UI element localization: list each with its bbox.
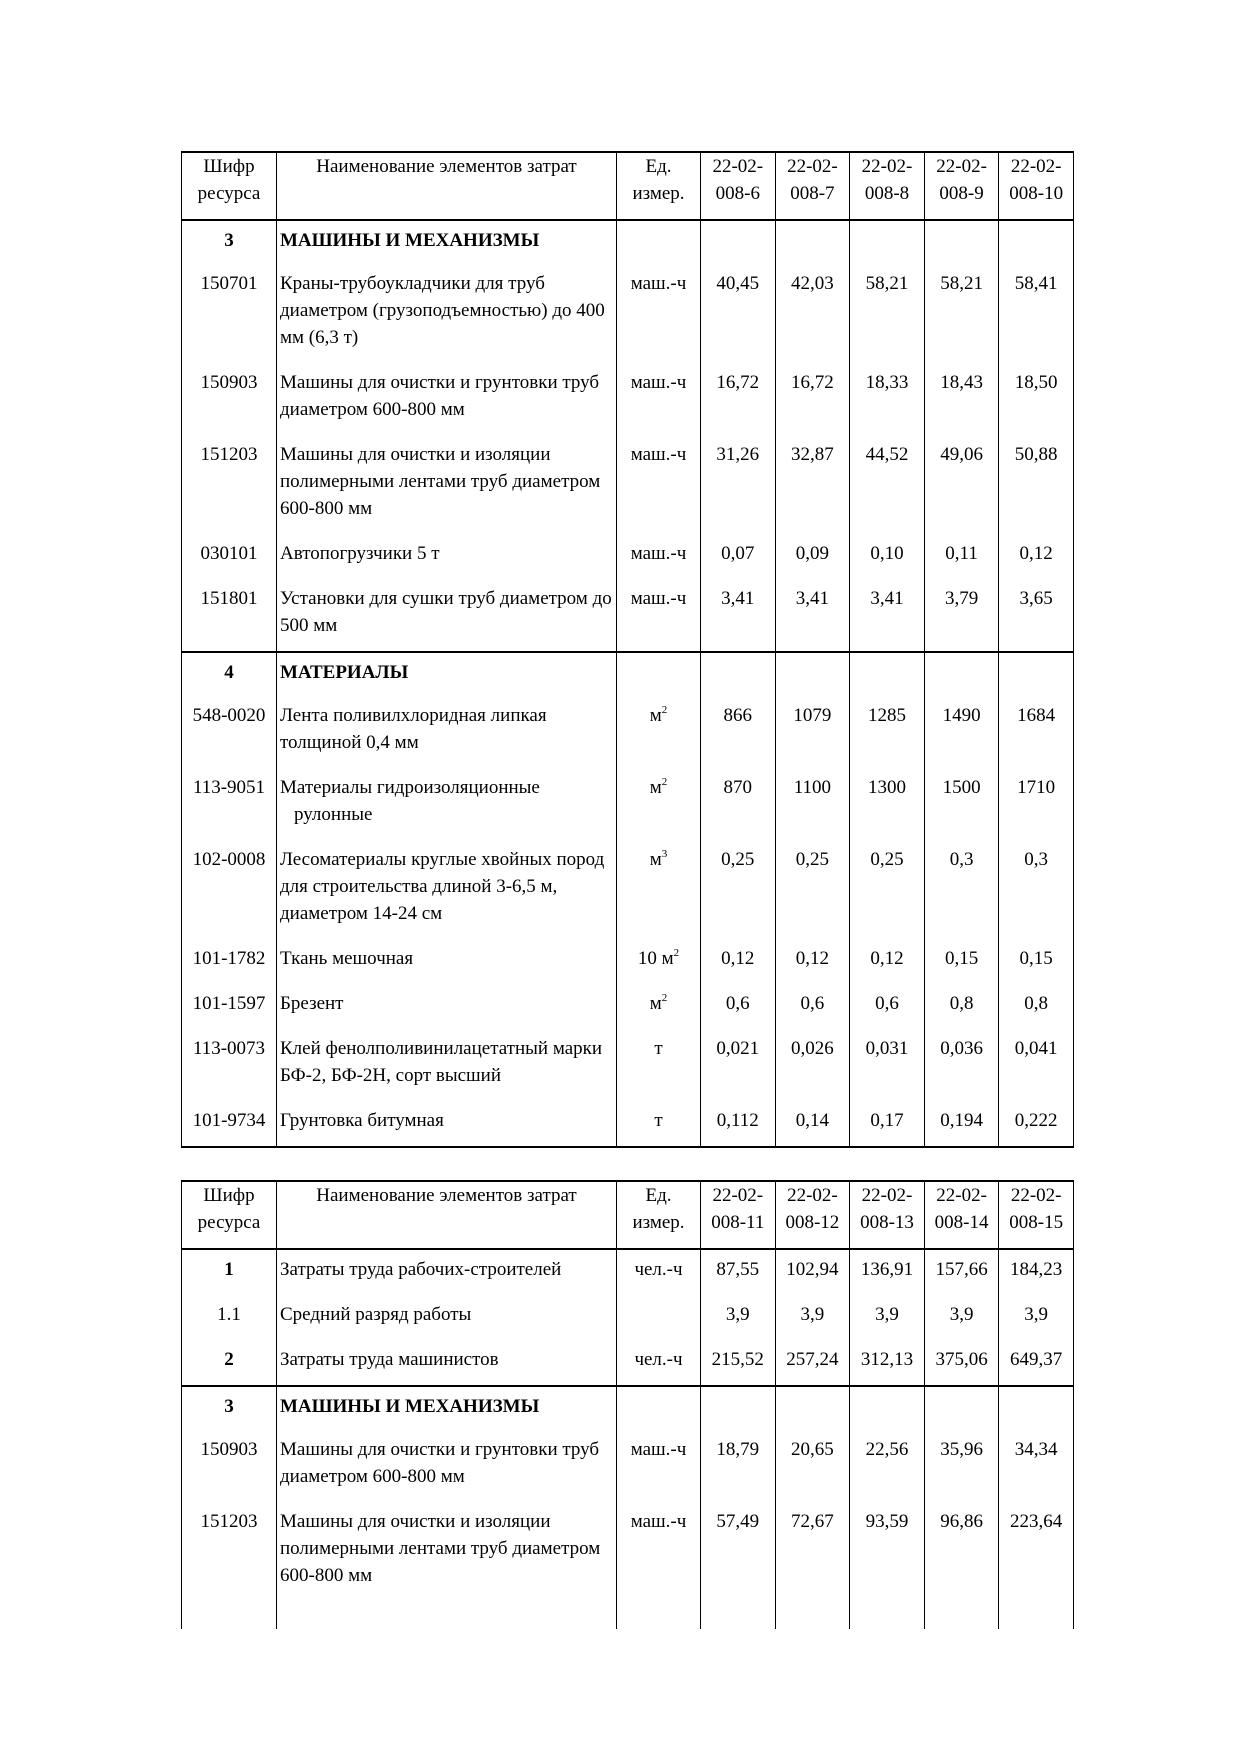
value-cell: 0,25 xyxy=(775,840,850,939)
value-cell: 0,12 xyxy=(775,939,850,984)
value-cell: 49,06 xyxy=(924,435,999,534)
value-cell: 18,50 xyxy=(999,363,1074,435)
unit-cell xyxy=(617,534,701,579)
unit-cell xyxy=(617,579,701,652)
table-row xyxy=(182,1249,1074,1295)
resource-code: 101-1782 xyxy=(182,939,277,984)
resource-code: 1.1 xyxy=(182,1295,277,1340)
value-cell: 44,52 xyxy=(850,435,925,534)
value-cell: 0,15 xyxy=(924,939,999,984)
unit-cell xyxy=(617,984,701,1029)
unit-text: м xyxy=(649,777,662,798)
value-cell: 0,6 xyxy=(850,984,925,1029)
unit-cell xyxy=(617,1502,701,1629)
value-cell: 375,06 xyxy=(924,1340,999,1386)
resource-name xyxy=(277,1386,617,1430)
value-cell: 0,6 xyxy=(701,984,776,1029)
value-cell: 18,33 xyxy=(850,363,925,435)
unit-exponent: 2 xyxy=(661,776,668,788)
resource-code: 548-0020 xyxy=(182,696,277,768)
resource-code: 3 xyxy=(182,220,277,264)
resource-code: 030101 xyxy=(182,534,277,579)
unit-text: 10 м xyxy=(637,948,674,969)
table-row xyxy=(182,984,1074,1029)
unit-cell xyxy=(617,1249,701,1295)
resource-code: 2 xyxy=(182,1340,277,1386)
resource-name-text: Брезент xyxy=(280,993,344,1014)
unit-cell xyxy=(617,1340,701,1386)
value-cell: 31,26 xyxy=(701,435,776,534)
resource-name xyxy=(277,652,617,696)
table-row xyxy=(182,1295,1074,1340)
table-row xyxy=(182,1340,1074,1386)
resource-code: 101-1597 xyxy=(182,984,277,1029)
resource-name-text: Лента поливилхлоридная липкая толщиной 0,4 мм xyxy=(280,705,547,753)
value-cell: 866 xyxy=(701,696,776,768)
value-cell: 257,24 xyxy=(775,1340,850,1386)
resource-code: 101-9734 xyxy=(182,1101,277,1147)
resource-name xyxy=(277,534,617,579)
resource-name xyxy=(277,696,617,768)
resource-code: 151203 xyxy=(182,1502,277,1629)
value-cell xyxy=(775,1386,850,1430)
value-cell: 0,3 xyxy=(924,840,999,939)
value-cell xyxy=(924,1386,999,1430)
value-cell: 0,25 xyxy=(850,840,925,939)
value-cell: 0,11 xyxy=(924,534,999,579)
value-cell: 1684 xyxy=(999,696,1074,768)
resource-name-text: Установки для сушки труб диаметром до 500 мм xyxy=(280,588,612,636)
resource-name-text: Грунтовка битумная xyxy=(280,1110,444,1131)
resource-name-text: Краны-трубоукладчики для труб диаметром (грузоподъемностью) до 400 мм (6,3 т) xyxy=(280,273,605,348)
value-cell: 184,23 xyxy=(999,1249,1074,1295)
value-cell xyxy=(850,1386,925,1430)
unit-cell xyxy=(617,1430,701,1502)
value-cell: 0,14 xyxy=(775,1101,850,1147)
unit-text: м xyxy=(649,849,662,870)
header-col: 22-02- 008-12 xyxy=(775,1181,850,1249)
section-row xyxy=(182,1386,1074,1430)
value-cell: 0,09 xyxy=(775,534,850,579)
value-cell xyxy=(775,652,850,696)
value-cell: 1300 xyxy=(850,768,925,840)
value-cell: 1285 xyxy=(850,696,925,768)
value-cell: 3,41 xyxy=(850,579,925,652)
resource-name xyxy=(277,1295,617,1340)
resource-table-2 xyxy=(181,1180,1074,1629)
header-col: 22-02- 008-9 xyxy=(924,152,999,220)
value-cell: 0,12 xyxy=(999,534,1074,579)
unit-text: маш.-ч xyxy=(630,444,687,465)
header-code: Шифр ресурса xyxy=(182,1181,277,1249)
value-cell xyxy=(701,652,776,696)
value-cell: 0,8 xyxy=(999,984,1074,1029)
header-unit: Ед. измер. xyxy=(617,152,701,220)
unit-text: маш.-ч xyxy=(630,543,687,564)
value-cell: 0,021 xyxy=(701,1029,776,1101)
resource-code: 102-0008 xyxy=(182,840,277,939)
resource-name xyxy=(277,220,617,264)
resource-name xyxy=(277,435,617,534)
resource-code: 150903 xyxy=(182,1430,277,1502)
unit-exponent: 2 xyxy=(661,992,668,1004)
header-col: 22-02- 008-15 xyxy=(999,1181,1074,1249)
value-cell: 312,13 xyxy=(850,1340,925,1386)
resource-name-continuation: рулонные xyxy=(294,804,373,825)
value-cell: 136,91 xyxy=(850,1249,925,1295)
value-cell: 1710 xyxy=(999,768,1074,840)
table-row xyxy=(182,264,1074,363)
value-cell: 3,9 xyxy=(701,1295,776,1340)
resource-name-text: Машины для очистки и изоляции полимерными лентами труб диаметром 600-800 мм xyxy=(280,444,601,519)
header-row xyxy=(182,152,1074,220)
table-body xyxy=(182,1181,1074,1629)
unit-cell xyxy=(617,363,701,435)
unit-text: чел.-ч xyxy=(634,1349,683,1370)
resource-name-text: Средний разряд работы xyxy=(280,1304,472,1325)
resource-name xyxy=(277,1502,617,1629)
resource-name-text: Клей фенолполивинилацетатный марки БФ-2, БФ-2Н, сорт высший xyxy=(280,1038,603,1086)
table-row xyxy=(182,435,1074,534)
header-col: 22-02- 008-11 xyxy=(701,1181,776,1249)
value-cell: 3,9 xyxy=(924,1295,999,1340)
value-cell: 0,6 xyxy=(775,984,850,1029)
resource-name xyxy=(277,939,617,984)
value-cell: 57,49 xyxy=(701,1502,776,1629)
header-code: Шифр ресурса xyxy=(182,152,277,220)
value-cell: 0,3 xyxy=(999,840,1074,939)
unit-cell xyxy=(617,1029,701,1101)
table-body xyxy=(182,152,1074,1147)
table-row xyxy=(182,840,1074,939)
value-cell: 0,10 xyxy=(850,534,925,579)
header-col: 22-02- 008-6 xyxy=(701,152,776,220)
resource-code: 150903 xyxy=(182,363,277,435)
unit-text: м xyxy=(649,705,662,726)
table-row xyxy=(182,1502,1074,1629)
header-col: 22-02- 008-8 xyxy=(850,152,925,220)
value-cell: 87,55 xyxy=(701,1249,776,1295)
value-cell: 42,03 xyxy=(775,264,850,363)
value-cell: 18,79 xyxy=(701,1430,776,1502)
resource-name-text: Лесоматериалы круглые хвойных пород для строительства длиной 3-6,5 м, диаметром 14-24 см xyxy=(280,849,605,924)
value-cell: 0,07 xyxy=(701,534,776,579)
value-cell: 0,15 xyxy=(999,939,1074,984)
value-cell: 50,88 xyxy=(999,435,1074,534)
resource-name-text: Машины для очистки и грунтовки труб диаметром 600-800 мм xyxy=(280,1439,600,1487)
resource-name xyxy=(277,579,617,652)
value-cell: 32,87 xyxy=(775,435,850,534)
value-cell: 1490 xyxy=(924,696,999,768)
value-cell xyxy=(999,652,1074,696)
unit-text: т xyxy=(654,1110,663,1131)
unit-exponent: 2 xyxy=(673,947,680,959)
unit-cell xyxy=(617,1386,701,1430)
value-cell xyxy=(850,652,925,696)
unit-text: чел.-ч xyxy=(634,1259,683,1280)
unit-cell xyxy=(617,1295,701,1340)
resource-code: 113-9051 xyxy=(182,768,277,840)
value-cell xyxy=(999,1386,1074,1430)
value-cell: 16,72 xyxy=(701,363,776,435)
value-cell: 3,65 xyxy=(999,579,1074,652)
section-row xyxy=(182,220,1074,264)
resource-table-1 xyxy=(181,151,1074,1148)
value-cell: 0,12 xyxy=(850,939,925,984)
value-cell: 58,21 xyxy=(850,264,925,363)
unit-cell xyxy=(617,696,701,768)
value-cell xyxy=(850,220,925,264)
table-row xyxy=(182,1430,1074,1502)
value-cell: 58,41 xyxy=(999,264,1074,363)
resource-name-text: МАШИНЫ И МЕХАНИЗМЫ xyxy=(280,230,540,251)
value-cell: 18,43 xyxy=(924,363,999,435)
table-row xyxy=(182,1101,1074,1147)
resource-name-text: Машины для очистки и грунтовки труб диаметром 600-800 мм xyxy=(280,372,600,420)
value-cell: 0,25 xyxy=(701,840,776,939)
resource-name-text: Ткань мешочная xyxy=(280,948,414,969)
value-cell: 3,41 xyxy=(701,579,776,652)
resource-name-text: МАШИНЫ И МЕХАНИЗМЫ xyxy=(280,1396,540,1417)
value-cell xyxy=(924,220,999,264)
value-cell: 0,222 xyxy=(999,1101,1074,1147)
unit-cell xyxy=(617,768,701,840)
value-cell: 0,036 xyxy=(924,1029,999,1101)
value-cell: 3,9 xyxy=(850,1295,925,1340)
value-cell: 20,65 xyxy=(775,1430,850,1502)
unit-cell xyxy=(617,939,701,984)
resource-name-text: Затраты труда машинистов xyxy=(280,1349,499,1370)
unit-text: маш.-ч xyxy=(630,588,687,609)
resource-code: 151801 xyxy=(182,579,277,652)
resource-name-text: МАТЕРИАЛЫ xyxy=(280,662,409,683)
unit-exponent: 2 xyxy=(661,704,668,716)
unit-text: маш.-ч xyxy=(630,372,687,393)
value-cell: 72,67 xyxy=(775,1502,850,1629)
value-cell: 16,72 xyxy=(775,363,850,435)
header-unit: Ед. измер. xyxy=(617,1181,701,1249)
resource-code: 3 xyxy=(182,1386,277,1430)
value-cell: 649,37 xyxy=(999,1340,1074,1386)
resource-name-text: Машины для очистки и изоляции полимерными лентами труб диаметром 600-800 мм xyxy=(280,1511,601,1586)
value-cell: 215,52 xyxy=(701,1340,776,1386)
header-name: Наименование элементов затрат xyxy=(277,1181,617,1249)
resource-code: 151203 xyxy=(182,435,277,534)
resource-name-text: Затраты труда рабочих-строителей xyxy=(280,1259,562,1280)
table-row xyxy=(182,534,1074,579)
value-cell xyxy=(999,220,1074,264)
resource-name-text: Материалы гидроизоляционные xyxy=(280,777,540,798)
value-cell: 3,9 xyxy=(999,1295,1074,1340)
value-cell: 0,194 xyxy=(924,1101,999,1147)
value-cell: 0,041 xyxy=(999,1029,1074,1101)
table-row xyxy=(182,363,1074,435)
unit-cell xyxy=(617,840,701,939)
value-cell: 1500 xyxy=(924,768,999,840)
header-col: 22-02- 008-14 xyxy=(924,1181,999,1249)
resource-name xyxy=(277,1029,617,1101)
value-cell: 102,94 xyxy=(775,1249,850,1295)
value-cell: 96,86 xyxy=(924,1502,999,1629)
value-cell: 223,64 xyxy=(999,1502,1074,1629)
unit-text: маш.-ч xyxy=(630,1439,687,1460)
value-cell: 40,45 xyxy=(701,264,776,363)
header-col: 22-02- 008-13 xyxy=(850,1181,925,1249)
unit-cell xyxy=(617,435,701,534)
resource-name xyxy=(277,363,617,435)
unit-cell xyxy=(617,264,701,363)
resource-name xyxy=(277,768,617,840)
resource-name-text: Автопогрузчики 5 т xyxy=(280,543,440,564)
unit-cell xyxy=(617,220,701,264)
table-row xyxy=(182,939,1074,984)
resource-code: 113-0073 xyxy=(182,1029,277,1101)
value-cell: 0,112 xyxy=(701,1101,776,1147)
value-cell: 1100 xyxy=(775,768,850,840)
section-row xyxy=(182,652,1074,696)
value-cell: 35,96 xyxy=(924,1430,999,1502)
table-row xyxy=(182,768,1074,840)
header-row xyxy=(182,1181,1074,1249)
value-cell: 0,026 xyxy=(775,1029,850,1101)
resource-name xyxy=(277,984,617,1029)
unit-text: маш.-ч xyxy=(630,1511,687,1532)
value-cell: 58,21 xyxy=(924,264,999,363)
value-cell: 3,9 xyxy=(775,1295,850,1340)
resource-name xyxy=(277,264,617,363)
header-col: 22-02- 008-7 xyxy=(775,152,850,220)
value-cell xyxy=(701,1386,776,1430)
value-cell xyxy=(775,220,850,264)
table-row xyxy=(182,1029,1074,1101)
value-cell: 22,56 xyxy=(850,1430,925,1502)
table-row xyxy=(182,579,1074,652)
value-cell: 0,8 xyxy=(924,984,999,1029)
resource-name xyxy=(277,1340,617,1386)
unit-exponent: 3 xyxy=(661,848,668,860)
unit-cell xyxy=(617,652,701,696)
header-col: 22-02- 008-10 xyxy=(999,152,1074,220)
value-cell: 870 xyxy=(701,768,776,840)
value-cell xyxy=(701,220,776,264)
resource-name xyxy=(277,1101,617,1147)
resource-name xyxy=(277,840,617,939)
value-cell: 3,41 xyxy=(775,579,850,652)
resource-code: 1 xyxy=(182,1249,277,1295)
unit-text: маш.-ч xyxy=(630,273,687,294)
resource-code: 150701 xyxy=(182,264,277,363)
value-cell: 157,66 xyxy=(924,1249,999,1295)
value-cell: 34,34 xyxy=(999,1430,1074,1502)
value-cell xyxy=(924,652,999,696)
header-name: Наименование элементов затрат xyxy=(277,152,617,220)
value-cell: 1079 xyxy=(775,696,850,768)
resource-name xyxy=(277,1249,617,1295)
unit-text: т xyxy=(654,1038,663,1059)
unit-cell xyxy=(617,1101,701,1147)
value-cell: 3,79 xyxy=(924,579,999,652)
resource-name xyxy=(277,1430,617,1502)
value-cell: 93,59 xyxy=(850,1502,925,1629)
value-cell: 0,12 xyxy=(701,939,776,984)
value-cell: 0,17 xyxy=(850,1101,925,1147)
table-row xyxy=(182,696,1074,768)
resource-code: 4 xyxy=(182,652,277,696)
value-cell: 0,031 xyxy=(850,1029,925,1101)
unit-text: м xyxy=(649,993,662,1014)
